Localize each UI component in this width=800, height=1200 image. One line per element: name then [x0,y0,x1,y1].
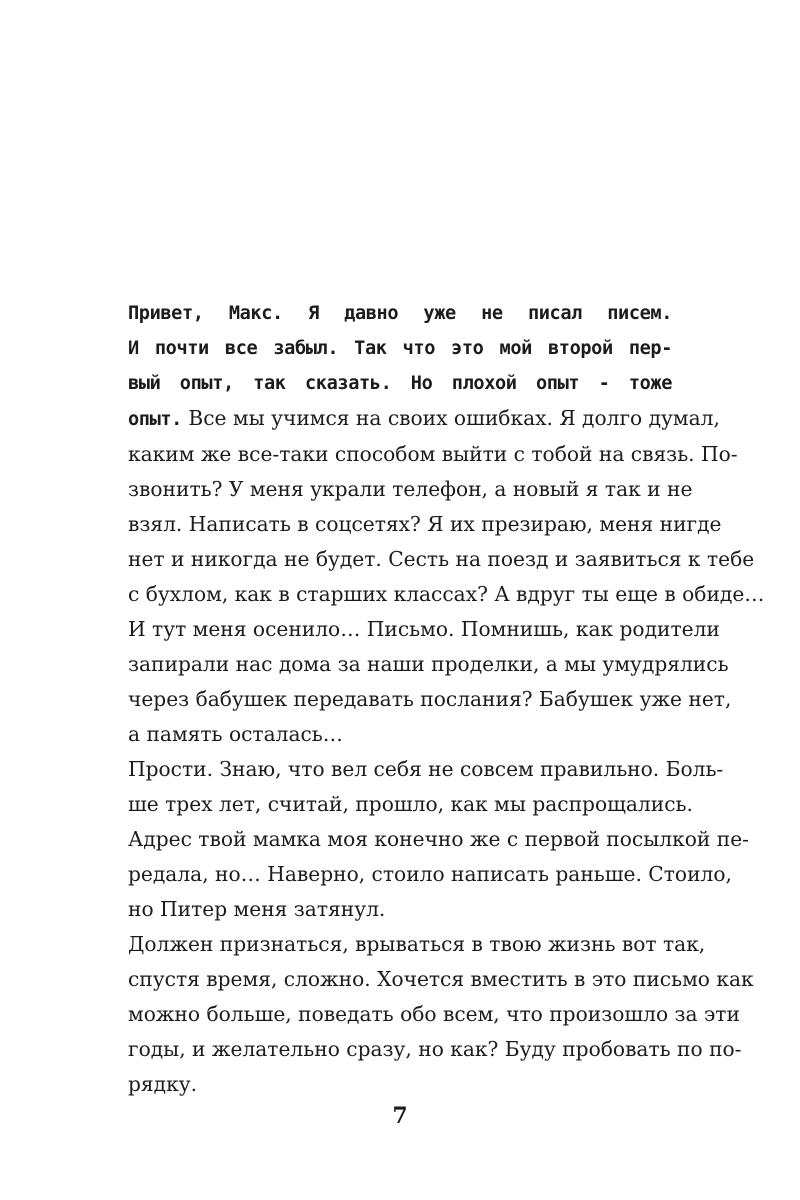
page-number: 7 [392,1103,408,1129]
letter-body [128,296,765,1102]
para4-line-1: Должен признаться, врываться в твою жизнь вот так, [128,932,706,956]
para4-line-3: можно больше, поведать обо всем, что произошло за эти [128,1002,740,1026]
para2-line-3: через бабушек передавать послания? Бабушек уже нет, [128,687,732,711]
typed-fragment: опыт. [128,409,182,430]
text-fragment: Все мы учимся на своих ошибках. Я долго думал, [181,406,720,430]
para4-line-4: годы, и желательно сразу, но как? Буду пробовать по по- [128,1037,742,1061]
text-line-9: с бухлом, как в старших классах? А вдруг ты еще в обиде… [128,582,765,606]
paragraph-2 [128,612,732,752]
para3-line-1: Прости. Знаю, что вел себя не совсем правильно. Боль- [128,757,724,781]
typed-line-3: вый опыт, так сказать. Но плохой опыт - тоже [128,373,672,394]
para2-line-1: И тут меня осенило… Письмо. Помнишь, как родители [128,617,720,641]
text-line-7: взял. Написать в соцсетях? Я их презираю, меня нигде [128,512,722,536]
paragraph-1 [128,296,765,612]
para3-line-5: но Питер меня затянул. [128,897,386,921]
para3-line-2: ше трех лет, считай, прошло, как мы распрощались. [128,792,693,816]
para2-line-2: запирали нас дома за наши проделки, а мы умудрялись [128,652,729,676]
text-line-5: каким же все-таки способом выйти с тобой на связь. По- [128,442,738,466]
paragraph-3 [128,752,749,927]
typed-line-2: И почти все забыл. Так что это мой второй пер- [128,338,672,359]
para4-line-5: рядку. [128,1072,198,1096]
paragraph-4 [128,927,754,1102]
para2-line-4: а память осталась… [128,722,343,746]
para4-line-2: спустя время, сложно. Хочется вместить в это письмо как [128,967,754,991]
para3-line-4: редала, но… Наверно, стоило написать раньше. Стоило, [128,862,732,886]
text-line-8: нет и никогда не будет. Сесть на поезд и заявиться к тебе [128,547,755,571]
text-line-6: звонить? У меня украли телефон, а новый я так и не [128,477,693,501]
para3-line-3: Адрес твой мамка моя конечно же с первой посылкой пе- [128,827,749,851]
typed-line-1: Привет, Макс. Я давно уже не писал писем. [128,303,672,324]
mixed-line-4 [128,401,720,437]
